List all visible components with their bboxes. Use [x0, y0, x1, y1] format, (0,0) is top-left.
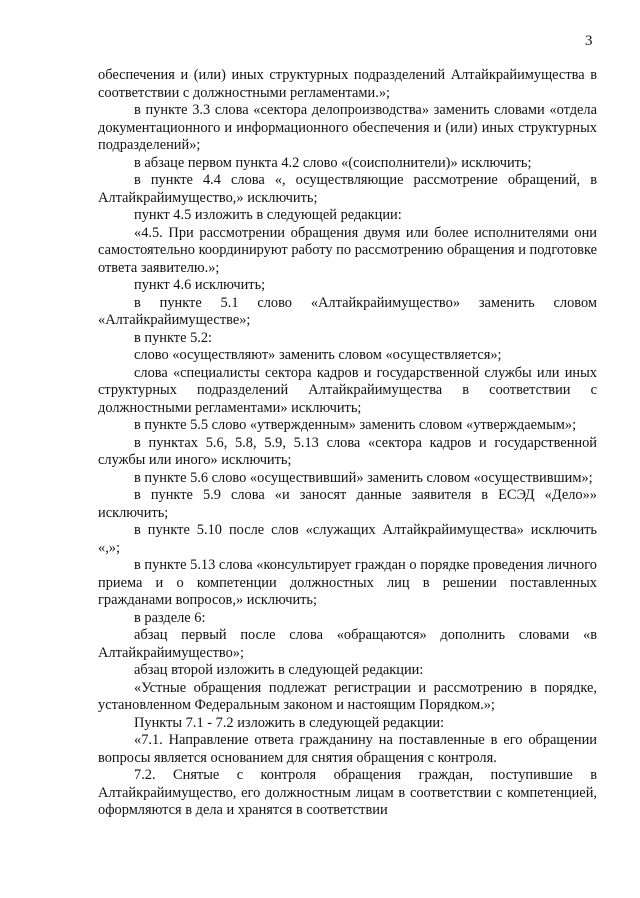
- paragraph: «Устные обращения подлежат регистрации и рассмотрению в порядке, установленном Федеральным законом и настоящим Порядком.»;: [98, 679, 597, 713]
- paragraph: в пункте 4.4 слова «, осуществляющие рассмотрение обращений, в Алтайкрайимущество,» исключить;: [98, 172, 597, 206]
- paragraph: 7.2. Снятые с контроля обращения граждан, поступившие в Алтайкрайимущество, его должностным лицам в соответствии с компетенцией, оформляются в дела и хранятся в соответствии: [98, 767, 597, 818]
- paragraph: в пункте 5.1 слово «Алтайкрайимущество» заменить словом «Алтайкрайимуществе»;: [98, 294, 597, 328]
- paragraph: в разделе 6:: [134, 609, 206, 626]
- paragraph: «7.1. Направление ответа гражданину на поставленные в его обращении вопросы является основанием для снятия обращения с контроля.: [98, 732, 597, 766]
- paragraph: в пункте 5.2:: [134, 329, 213, 346]
- page-number: 3: [585, 33, 593, 49]
- paragraph: Пункты 7.1 - 7.2 изложить в следующей редакции:: [134, 714, 445, 731]
- paragraph: в пункте 5.5 слово «утвержденным» заменить словом «утверждаемым»;: [134, 417, 577, 433]
- paragraph: пункт 4.5 изложить в следующей редакции:: [134, 207, 402, 223]
- paragraph: «4.5. При рассмотрении обращения двумя или более исполнителями они самостоятельно координируют работу по рассмотрению обращения и подготовке ответа заявителю.»;: [98, 224, 597, 276]
- paragraph: обеспечения и (или) иных структурных подразделений Алтайкрайимущества в соответствии с должностными регламентами.»;: [98, 67, 597, 101]
- paragraph: слово «осуществляют» заменить словом «осуществляется»;: [134, 347, 502, 363]
- paragraph: пункт 4.6 исключить;: [134, 277, 266, 293]
- document-body: [98, 67, 597, 820]
- paragraph: слова «специалисты сектора кадров и государственной службы или иных структурных подразделений Алтайкрайимущества в соответствии с должностными регламентами» исключить;: [98, 364, 597, 416]
- paragraph: в пункте 5.10 после слов «служащих Алтайкрайимущества» исключить «,»;: [98, 522, 597, 556]
- paragraph: в пункте 5.6 слово «осуществивший» заменить словом «осуществившим»;: [134, 469, 593, 486]
- paragraph: в пункте 5.9 слова «и заносят данные заявителя в ЕСЭД «Дело»» исключить;: [98, 487, 597, 521]
- paragraph: в пункте 5.13 слова «консультирует граждан о порядке проведения личного приема и о компетенции должностных лиц в решении поставленных гражданами вопросов,» исключить;: [98, 557, 597, 608]
- paragraph: абзац первый после слова «обращаются» дополнить словами «в Алтайкрайимущество»;: [98, 627, 597, 661]
- paragraph: в пункте 3.3 слова «сектора делопроизводства» заменить словами «отдела документационного и информационного обеспечения и (или) иных структурных подразделений»;: [98, 102, 597, 153]
- paragraph: абзац второй изложить в следующей редакции:: [134, 662, 424, 678]
- paragraph: в пунктах 5.6, 5.8, 5.9, 5.13 слова «сектора кадров и государственной службы или иного» исключить;: [98, 434, 597, 468]
- paragraph: в абзаце первом пункта 4.2 слово «(соисполнители)» исключить;: [134, 154, 532, 171]
